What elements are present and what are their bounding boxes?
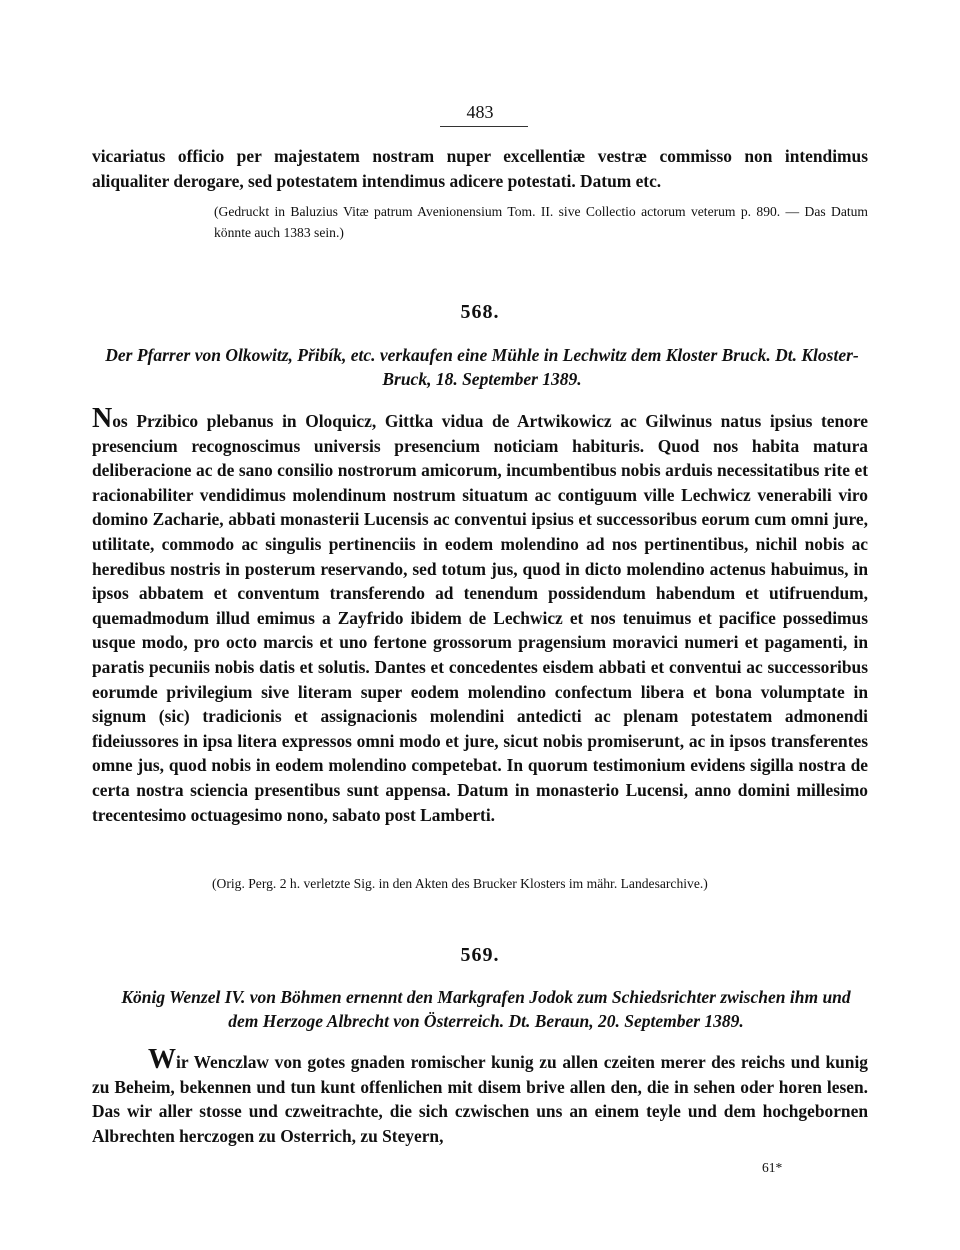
- intro-note-text: (Gedruckt in Baluzius Vitæ patrum Avenionensium Tom. II. sive Collectio actorum veterum p. 890. — Das Datum könnte auch 1383 sein.): [214, 204, 868, 240]
- doc-568-body-text: os Przibico plebanus in Oloquicz, Gittka vidua de Artwikowicz ac Gilwinus natus ipsius tenore presencium recognoscimus universis presencium noticiam habituris. Quod nos habita matura deliberacione ac de sano consilio nostrorum amicorum, incumbentibus nobis arduis necessitatibus rite et racionabiliter vendidimus molendinum nostrum situatum ac contiguum ville Lechwicz venerabili viro domino Zacharie, abbati monasterii Lucensis ac conventui ipsius et successoribus eorum cum omni jure, utilitate, commodo ac singulis pertinenciis in eodem molendino ad nos pertinentibus, nichil nobis ac heredibus nostris in posterum reservando, sed totum jus, quod in dicto molendino actenus habuimus, in ipsos abbatem et conventum transferendo ad tenendum possidendum habendum et utifruendum, quemadmodum illud emimus a Zayfrido ibidem de Lechwicz et nos tenuimus et pacifice possedimus usque modo, pro octo marcis et uno fertone grossorum pragensium moravici numeri et pagamenti, in paratis pecuniis nobis datis et solutis. Dantes et concedentes eisdem abbati et conventui ac successoribus eorumde privilegium sive literam super eodem molendino confectum libera et bona volumptate in signum (sic) tradicionis et assignacionis molendini antedicti ac plenam potestatem admonendi fideiussores in ipsa litera expressos omni modo et jure, sicut nobis promiserunt, ac in ipsos transferentes omne jus, quod nobis in eodem molendino competebat. In quorum testimonium evidens sigilla nostra de certa nostra sciencia presentibus sunt appensa. Datum in monasterio Lucensi, anno domini millesimo trecentesimo octuagesimo nono, sabato post Lamberti.: [92, 411, 868, 825]
- signature-mark: 61*: [762, 1160, 783, 1175]
- doc-568-body: [92, 403, 868, 827]
- intro-text: vicariatus officio per majestatem nostram nuper excellentiæ vestræ commisso non intendimus aliqualiter derogare, sed potestatem intendimus adicere potestati. Datum etc.: [92, 146, 868, 191]
- doc-569-body: [92, 1044, 868, 1148]
- doc-568-number: 568.: [460, 301, 500, 323]
- doc-568-heading: Der Pfarrer von Olkowitz, Přibík, etc. verkaufen eine Mühle in Lechwitz dem Kloster Bruck. Dt. Kloster-Bruck, 18. September 1389.: [105, 345, 859, 389]
- doc-568-note: [92, 873, 868, 894]
- page-number: 483: [466, 102, 494, 122]
- doc-568-note-text: (Orig. Perg. 2 h. verletzte Sig. in den Akten des Brucker Klosters im mähr. Landesarchive.): [212, 876, 708, 891]
- doc-569-heading: König Wenzel IV. von Böhmen ernennt den Markgrafen Jodok zum Schiedsrichter zwischen ihm und dem Herzoge Albrecht von Österreich. Dt. Beraun, 20. September 1389.: [121, 987, 851, 1031]
- doc-569-initial: W: [148, 1044, 176, 1075]
- doc-569-body-text: ir Wenczlaw von gotes gnaden romischer kunig zu allen czeiten merer des reichs und kunig zu Beheim, bekennen und tun kunt offenlichen mit disem brive allen den, die in sehen oder horen lesen. Das wir aller stosse und czweitrachte, die sich czwischen uns an einem teyle und dem hochgebornen Albrechten herczogen zu Osterrich, zu Steyern,: [92, 1052, 868, 1146]
- page-number-rule: [440, 126, 528, 127]
- doc-568-initial: N: [92, 403, 113, 434]
- intro-note: [92, 201, 868, 243]
- doc-569-number: 569.: [460, 944, 500, 966]
